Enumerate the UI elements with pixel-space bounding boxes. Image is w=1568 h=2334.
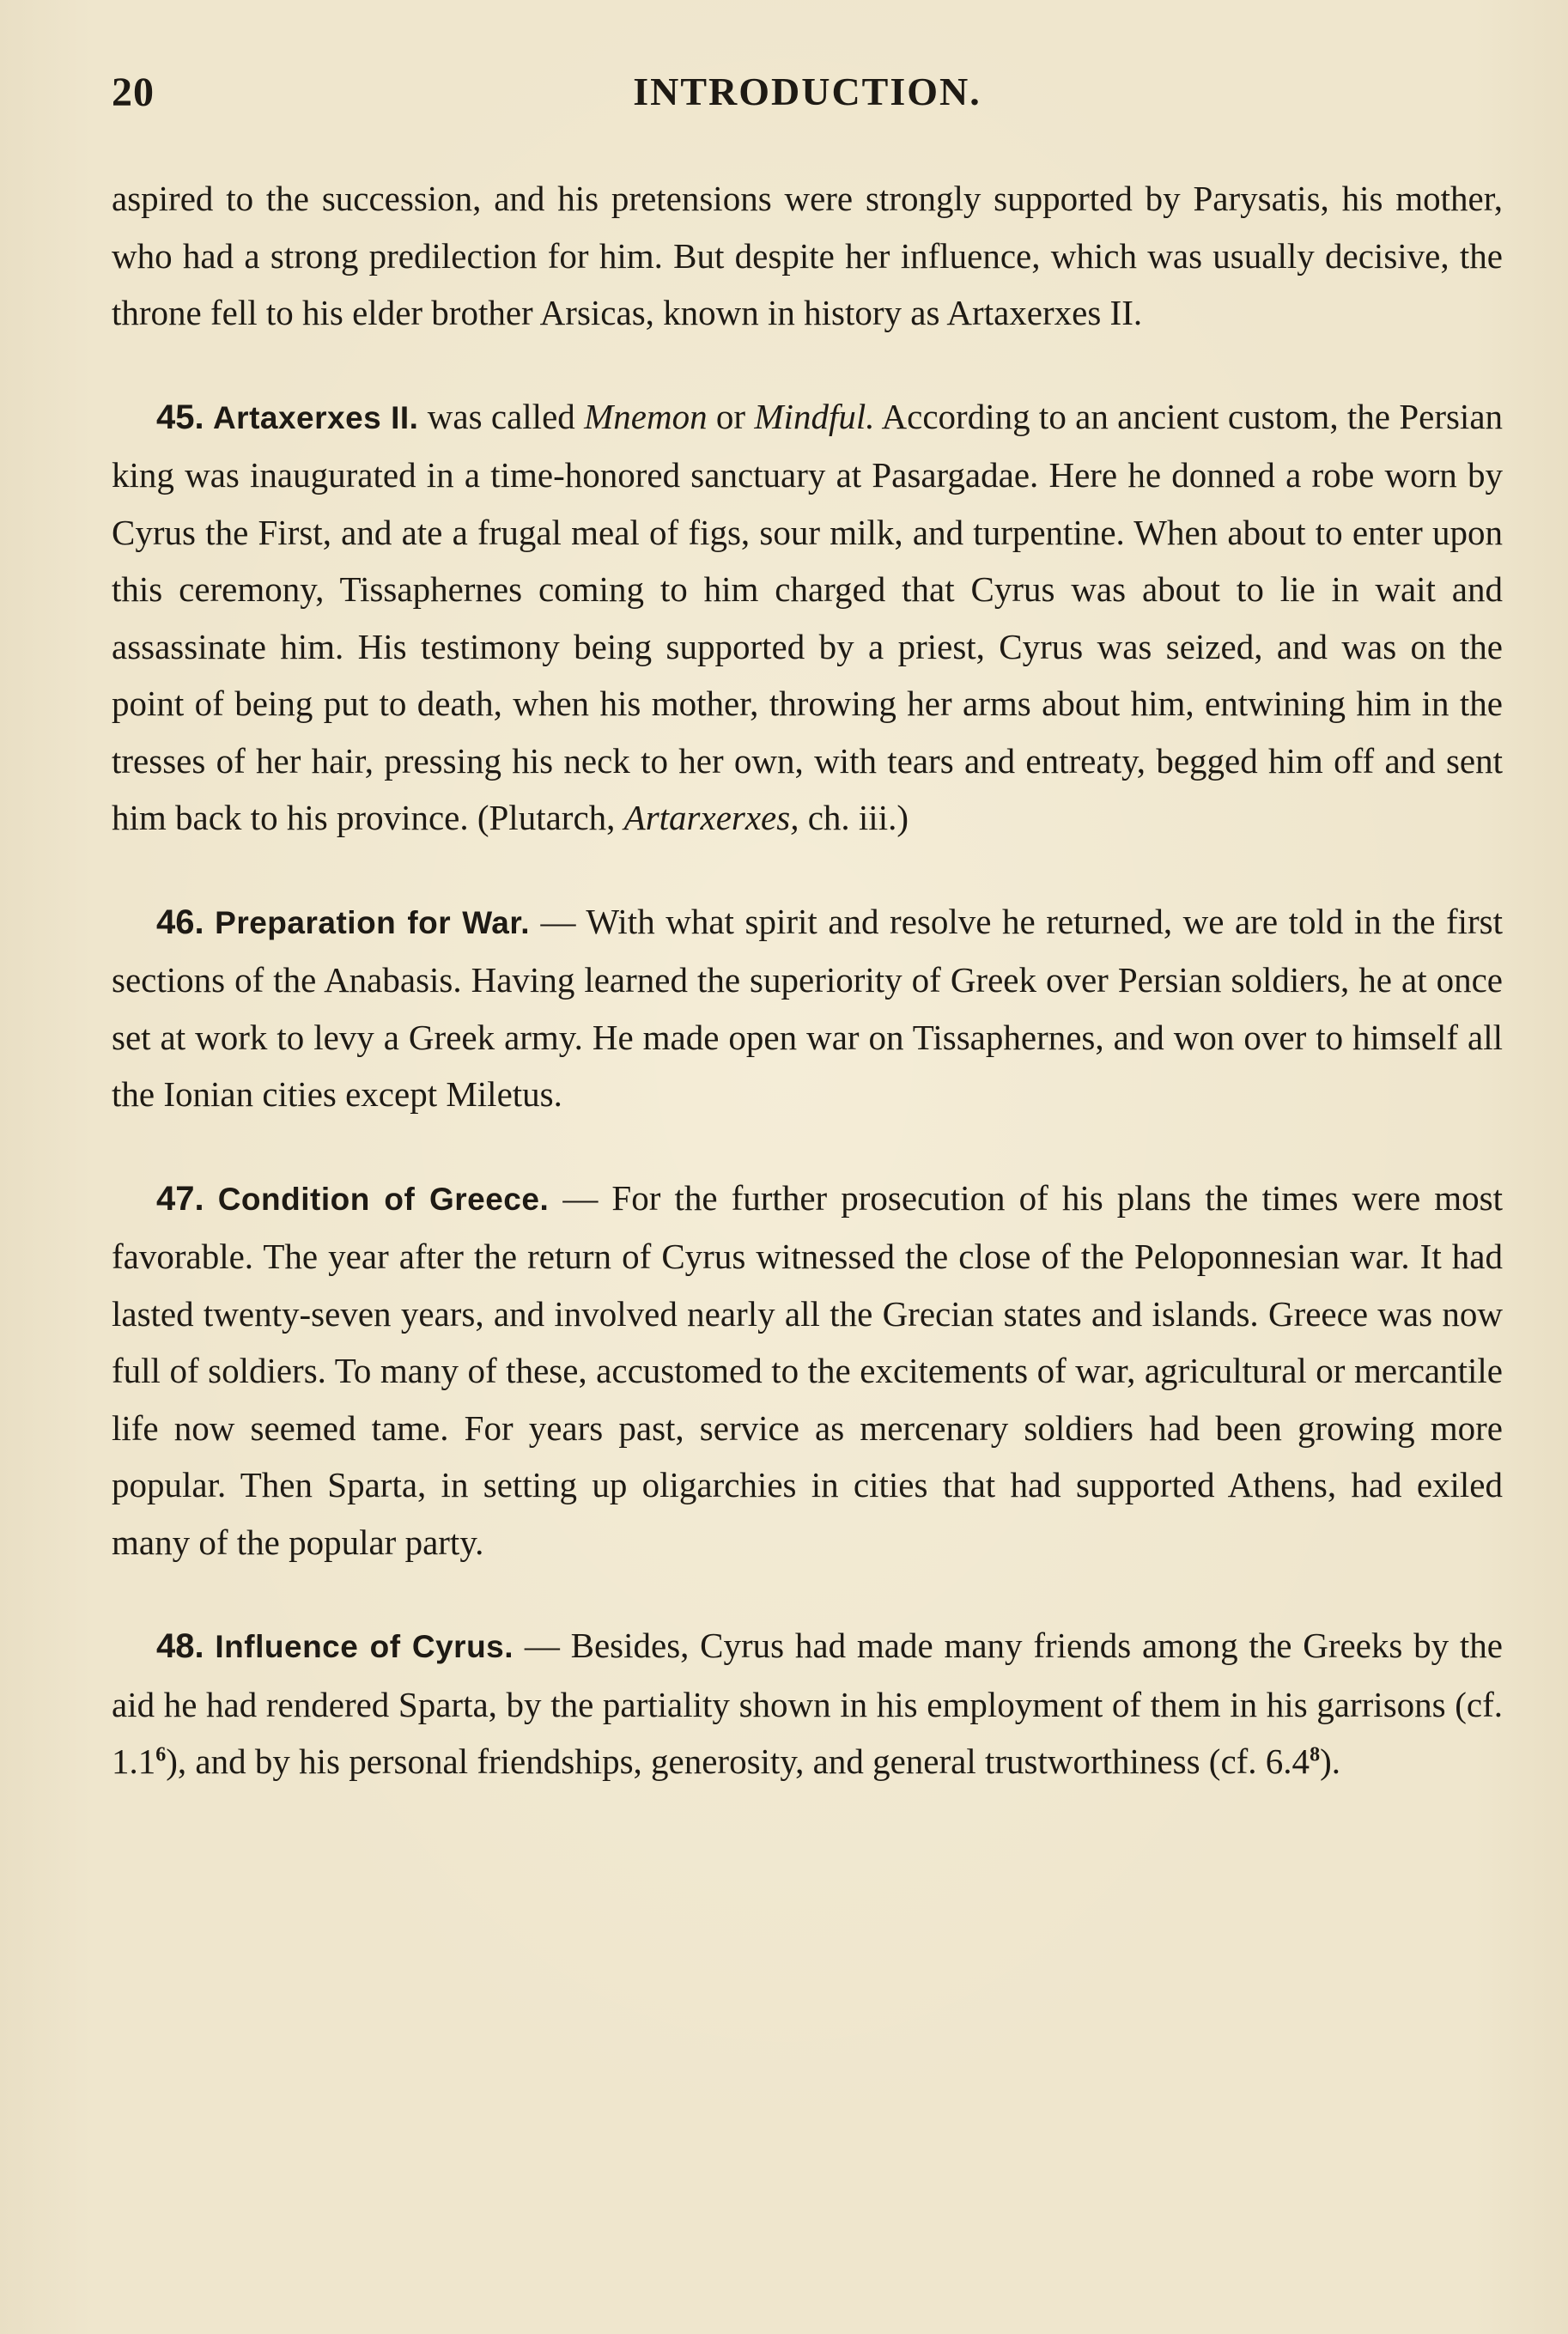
paragraph-continuation	[112, 170, 1503, 342]
section-text: — Besides, Cyrus had made many friends among the Greeks by the aid he had rendered Sparta, by the partiality shown in his employment of them in his garrisons (cf. 1.1	[112, 1626, 1503, 1781]
section-title: Influence of Cyrus.	[215, 1629, 514, 1664]
superscript-ref: 6	[155, 1743, 167, 1766]
italic-term: Mnemon	[584, 396, 708, 436]
paragraph-text: aspired to the succession, and his pretensions were strongly supported by Parysatis, his mother, who had a strong predilection for him. But despite her influence, which was usually decisive, the throne fell to his elder brother Arsicas, known in history as Artaxerxes II.	[112, 179, 1503, 332]
section-number: 48.	[156, 1627, 204, 1665]
section-title: Artaxerxes II.	[212, 399, 419, 435]
section-text: was called	[418, 396, 585, 436]
body-text	[112, 170, 1503, 1790]
section-number: 46.	[156, 903, 204, 941]
superscript-ref: 8	[1310, 1743, 1321, 1766]
page-heading: INTRODUCTION.	[633, 70, 982, 113]
section-46	[112, 893, 1503, 1123]
section-text: ), and by his personal friendships, generosity, and general trustworthiness (cf. 6.4	[166, 1741, 1310, 1781]
section-text: — With what spirit and resolve he returned, we are told in the first sections of the Anabasis. Having learned the superiority of Greek over Persian soldiers, he at once set at work to levy a Greek army. He made open war on Tissaphernes, and won over to himself all the Ionian cities except Miletus.	[112, 901, 1504, 1114]
section-title: Preparation for War.	[215, 904, 531, 940]
section-number: 47.	[156, 1179, 204, 1218]
section-number: 45.	[156, 398, 204, 436]
section-text: According to an ancient custom, the Persian king was inaugurated in a time-honored sanctuary at Pasargadae. Here he donned a robe worn by Cyrus the First, and ate a frugal meal of figs, sour milk, and turpentine. When about to enter upon this ceremony, Tissaphernes coming to him charged that Cyrus was about to lie in wait and assassinate him. His testimony being supported by a priest, Cyrus was seized, and was on the point of being put to death, when his mother, throwing her arms about him, entwining him in the tresses of her hair, pressing his neck to her own, with tears and entreaty, begged him off and sent him back to his province. (Plutarch,	[112, 396, 1504, 837]
italic-term: Mindful.	[754, 396, 875, 436]
section-text: ch. iii.)	[799, 798, 909, 837]
section-text: or	[707, 396, 755, 436]
section-text: ).	[1320, 1741, 1340, 1781]
section-text: — For the further prosecution of his plans the times were most favorable. The year after the return of Cyrus witnessed the close of the Peloponnesian war. It had lasted twenty-seven years, and involved nearly all the Grecian states and islands. Greece was now full of soldiers. To many of these, accustomed to the excitements of war, agricultural or mercantile life now seemed tame. For years past, service as mercenary soldiers had been growing more popular. Then Sparta, in setting up oligarchies in cities that had supported Athens, had exiled many of the popular party.	[112, 1177, 1503, 1562]
section-title: Condition of Greece.	[217, 1181, 550, 1217]
italic-citation: Artarxerxes,	[623, 798, 799, 837]
running-head	[112, 69, 1503, 129]
section-45	[112, 388, 1503, 847]
section-47	[112, 1170, 1503, 1571]
page-number: 20	[112, 70, 155, 115]
section-48	[112, 1617, 1503, 1790]
